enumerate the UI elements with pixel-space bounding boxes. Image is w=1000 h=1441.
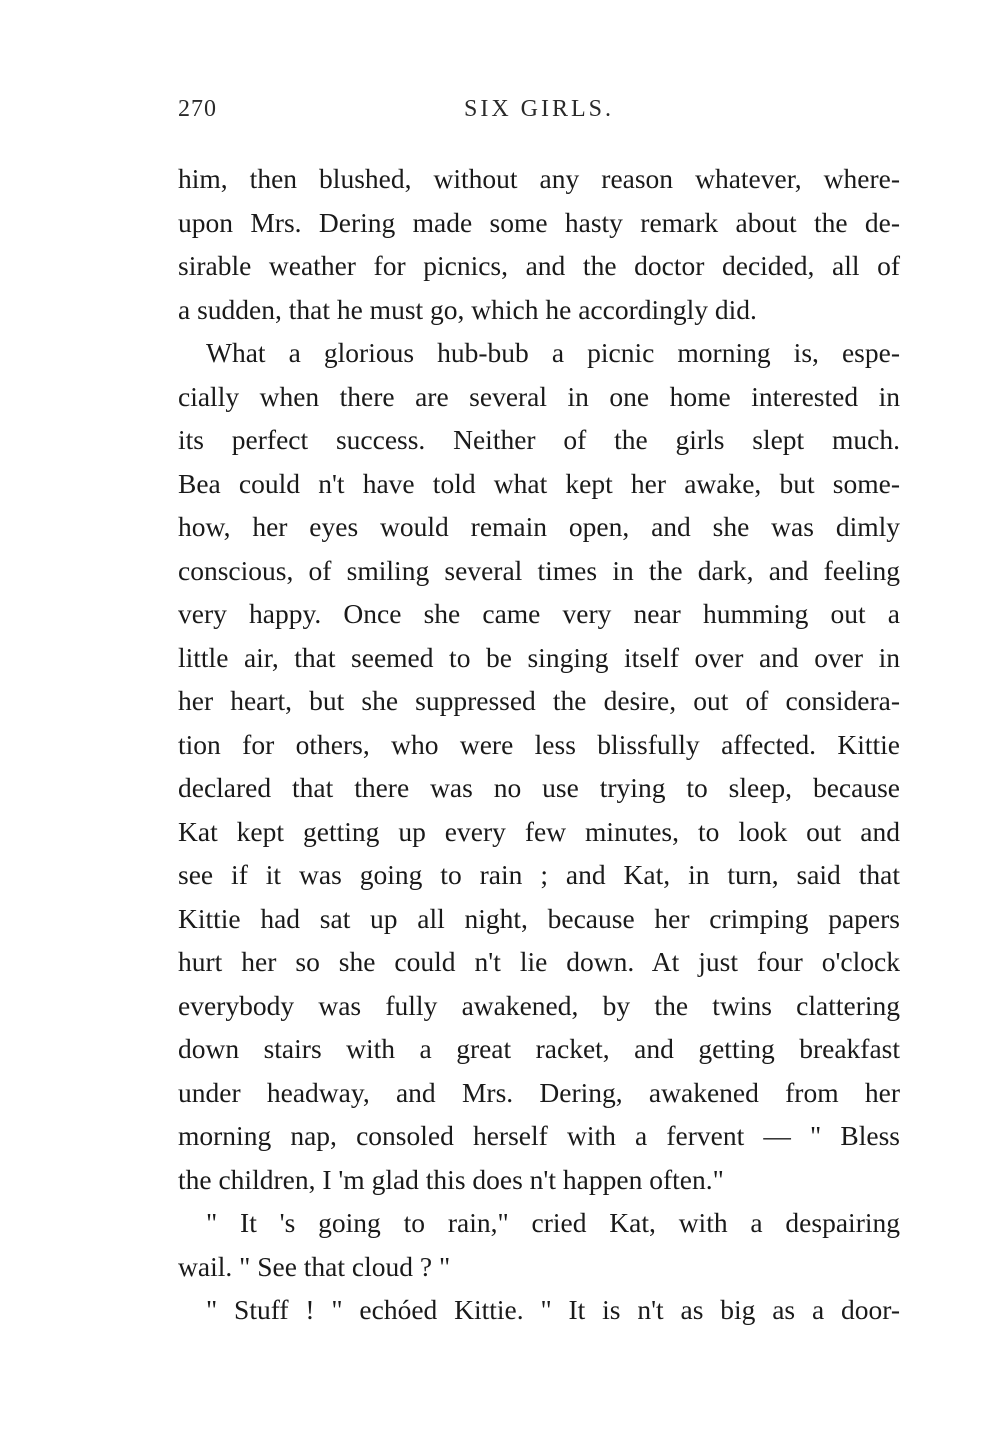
text-line: " It 's going to rain," cried Kat, with a despairing <box>206 1207 900 1238</box>
text-line: her heart, but she suppressed the desire, out of considera- <box>178 685 900 716</box>
text-line: " Stuff ! " echóed Kittie. " It is n't as big as a door- <box>206 1294 900 1325</box>
text-line: cially when there are several in one home interested in <box>178 380 900 412</box>
text-line: Kat kept getting up every few minutes, to look out and <box>178 815 900 847</box>
text-line: the children, I 'm glad this does n't happen often." <box>178 1163 724 1195</box>
body-text <box>178 157 900 1332</box>
text-line: under headway, and Mrs. Dering, awakened from her <box>178 1076 900 1108</box>
text-line: Kittie had sat up all night, because her crimping papers <box>178 902 900 934</box>
text-line: What a glorious hub-bub a picnic morning is, espe- <box>206 337 900 368</box>
text-line: its perfect success. Neither of the girls slept much. <box>178 424 900 455</box>
page-header <box>178 96 900 132</box>
text-line: hurt her so she could n't lie down. At just four o'clock <box>178 946 900 977</box>
text-line: sirable weather for picnics, and the doctor decided, all of <box>178 250 900 281</box>
text-line: tion for others, who were less blissfully affected. Kittie <box>178 728 900 760</box>
page-number: 270 <box>178 96 217 122</box>
text-line: wail. " See that cloud ? " <box>178 1250 451 1282</box>
text-line: declared that there was no use trying to sleep, because <box>178 772 900 803</box>
text-line: conscious, of smiling several times in the dark, and feeling <box>178 554 900 586</box>
text-line: morning nap, consoled herself with a fervent — " Bless <box>178 1120 900 1151</box>
text-line: see if it was going to rain ; and Kat, in turn, said that <box>178 859 900 890</box>
running-head: SIX GIRLS. <box>463 96 614 122</box>
text-line: everybody was fully awakened, by the twins clattering <box>178 989 900 1021</box>
text-line: down stairs with a great racket, and getting breakfast <box>178 1033 900 1064</box>
text-line: a sudden, that he must go, which he accordingly did. <box>178 293 757 325</box>
text-line: him, then blushed, without any reason whatever, where- <box>178 163 900 194</box>
text-line: very happy. Once she came very near humming out a <box>178 598 900 629</box>
text-line: Bea could n't have told what kept her awake, but some- <box>178 467 900 499</box>
text-line: how, her eyes would remain open, and she was dimly <box>178 511 900 542</box>
text-line: upon Mrs. Dering made some hasty remark about the de- <box>178 206 900 238</box>
text-line: little air, that seemed to be singing itself over and over in <box>178 641 900 673</box>
